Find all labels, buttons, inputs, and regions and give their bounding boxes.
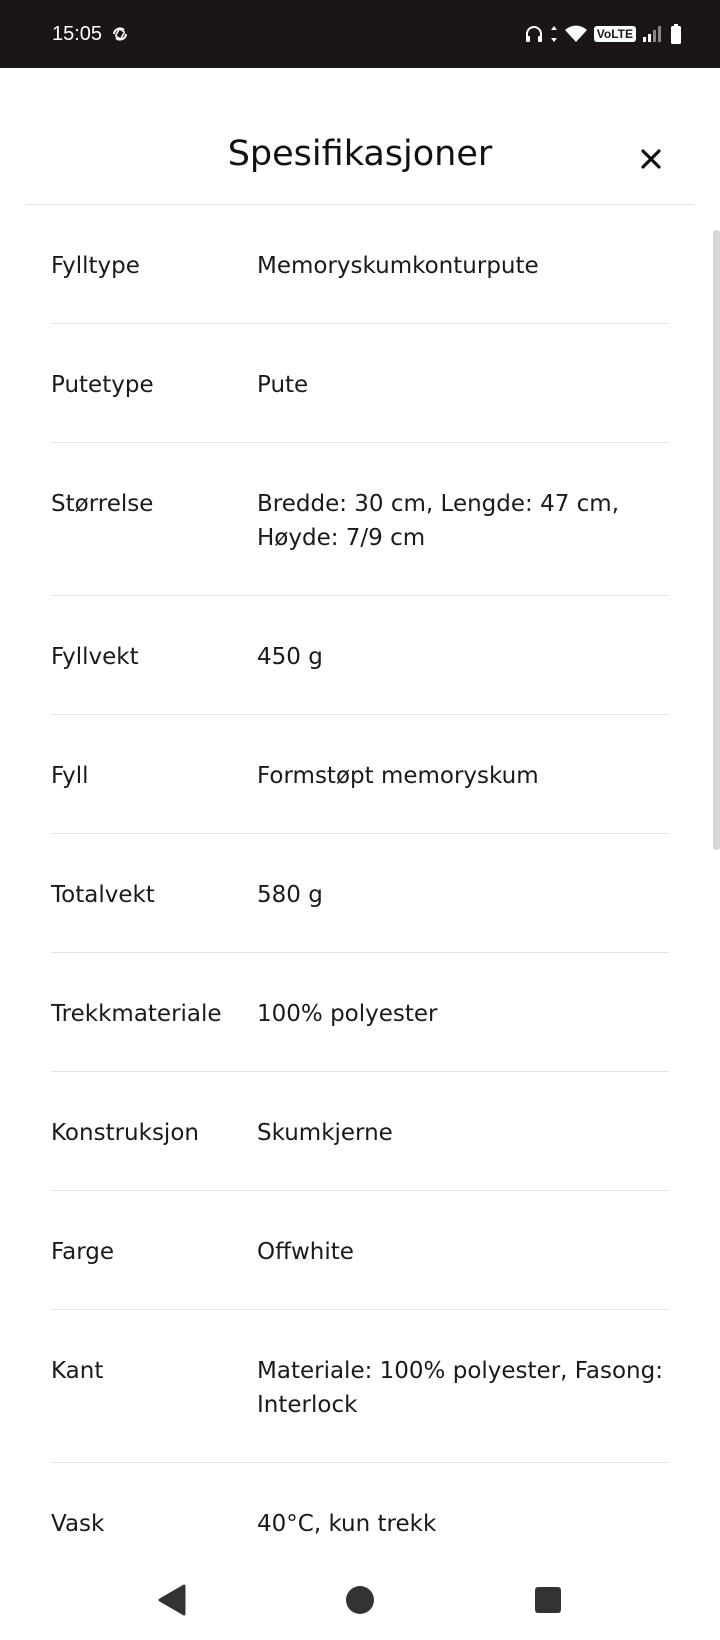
spec-label: Putetype (51, 372, 154, 398)
data-arrows-icon (550, 24, 558, 44)
spec-value: Skumkjerne (257, 1120, 393, 1146)
spec-row-storrelse (51, 443, 669, 596)
sheet-header (26, 68, 694, 205)
spec-value: Materiale: 100% polyester, Fasong: Interlock (257, 1358, 663, 1418)
scrollbar[interactable] (713, 230, 720, 850)
status-right (524, 23, 682, 45)
spec-label: Farge (51, 1239, 115, 1265)
navigation-bar (0, 1558, 720, 1640)
spec-value: 580 g (257, 882, 323, 908)
signal-icon (642, 24, 664, 44)
status-time: 15:05 (52, 22, 103, 45)
back-button[interactable] (149, 1578, 193, 1622)
home-button[interactable] (338, 1578, 382, 1622)
headphones-icon (524, 24, 544, 44)
recents-button[interactable] (526, 1578, 570, 1622)
spec-row-fyll (51, 715, 669, 834)
screen-rotate-icon (110, 24, 130, 44)
status-left (52, 23, 130, 46)
close-button[interactable] (636, 144, 666, 174)
spec-value: Bredde: 30 cm, Lengde: 47 cm, Høyde: 7/9 cm (257, 491, 620, 551)
home-icon (345, 1585, 375, 1615)
spec-label: Kant (51, 1358, 104, 1384)
spec-row-konstruksjon (51, 1072, 669, 1191)
back-icon (156, 1584, 186, 1616)
spec-value: 40°C, kun trekk (257, 1511, 437, 1537)
spec-row-fylltype (51, 205, 669, 324)
spec-row-trekkmateriale (51, 953, 669, 1072)
spec-value: 450 g (257, 644, 323, 670)
spec-label: Konstruksjon (51, 1120, 199, 1146)
spec-label: Fyllvekt (51, 644, 139, 670)
spec-label: Fyll (51, 763, 89, 789)
status-bar (0, 0, 720, 68)
spec-label: Trekkmateriale (51, 1001, 222, 1027)
spec-label: Størrelse (51, 491, 154, 517)
spec-value: Offwhite (257, 1239, 354, 1265)
spec-value: Memoryskumkonturpute (257, 253, 539, 279)
recents-icon (534, 1586, 562, 1614)
battery-icon (670, 23, 682, 45)
volte-badge: VoLTE (594, 26, 636, 42)
spec-row-farge (51, 1191, 669, 1310)
spec-label: Vask (51, 1511, 105, 1537)
sheet-title: Spesifikasjoner (227, 134, 493, 174)
close-icon (640, 148, 662, 170)
spec-value: 100% polyester (257, 1001, 438, 1027)
spec-row-putetype (51, 324, 669, 443)
spec-value: Formstøpt memoryskum (257, 763, 539, 789)
wifi-icon (564, 24, 588, 44)
spec-value: Pute (257, 372, 309, 398)
spec-label: Totalvekt (51, 882, 155, 908)
spec-list (51, 205, 669, 1582)
spec-row-kant (51, 1310, 669, 1463)
spec-row-totalvekt (51, 834, 669, 953)
spec-label: Fylltype (51, 253, 140, 279)
spec-row-fyllvekt (51, 596, 669, 715)
